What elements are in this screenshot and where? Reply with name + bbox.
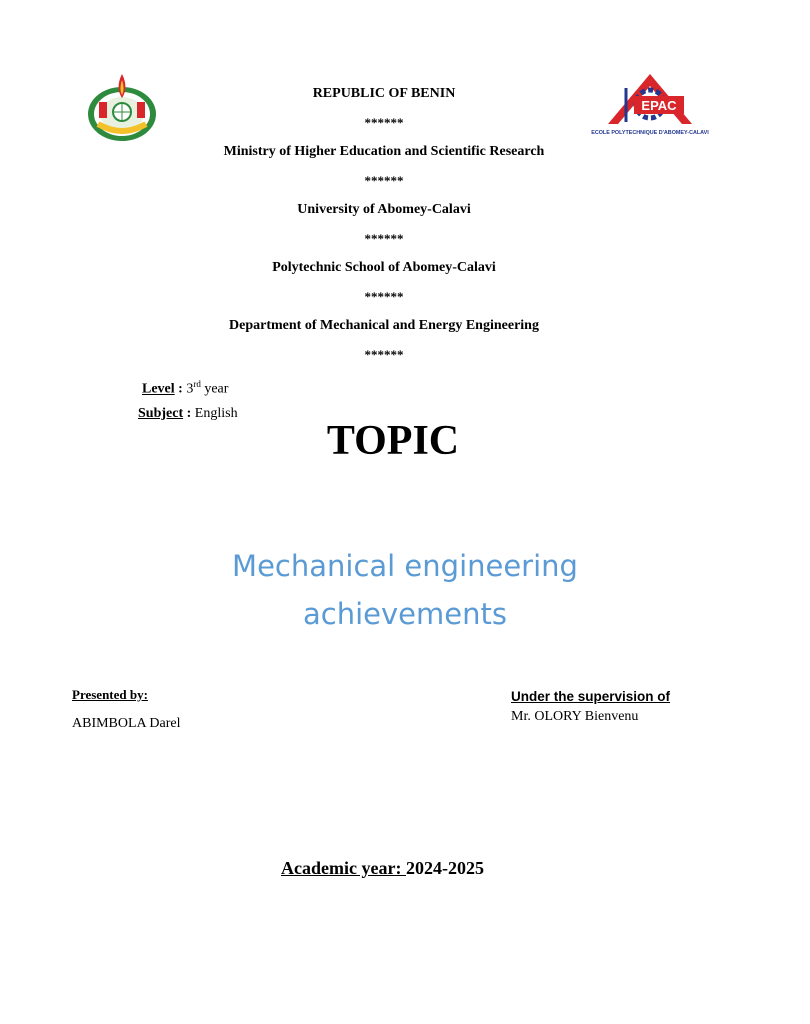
academic-year-value: 2024-2025	[405, 858, 484, 878]
topic-title-line1: Mechanical engineering	[232, 549, 578, 583]
epac-caption: ECOLE POLYTECHNIQUE D'ABOMEY-CALAVI	[591, 130, 709, 136]
header-ministry: Ministry of Higher Education and Scientific Research	[223, 144, 545, 159]
presented-by-label	[72, 687, 148, 703]
level-label: Level	[142, 381, 175, 397]
level-suffix: rd	[193, 379, 201, 389]
academic-year	[281, 858, 484, 878]
level-number: 3	[186, 381, 194, 397]
supervisor-name: Mr. OLORY Bienvenu	[511, 709, 639, 724]
presented-by-text: Presented by:	[72, 687, 148, 702]
header-separator: ******	[364, 173, 404, 188]
topic-heading: TOPIC	[326, 418, 460, 464]
subject-line: Subject : English	[138, 406, 238, 421]
presenter-name: ABIMBOLA Darel	[72, 716, 181, 731]
header-separator: ******	[364, 115, 404, 130]
epac-brand: EPAC	[641, 98, 677, 113]
university-logo	[84, 72, 160, 144]
topic-title-line2: achievements	[303, 597, 507, 631]
header-university: University of Abomey-Calavi	[297, 202, 471, 217]
supervision-label	[511, 689, 670, 705]
header-republic: REPUBLIC OF BENIN	[312, 86, 456, 101]
header-polytechnic: Polytechnic School of Abomey-Calavi	[272, 260, 496, 275]
header-separator: ******	[364, 231, 404, 246]
header-separator: ******	[364, 347, 404, 362]
level-rest: year	[204, 381, 229, 397]
supervision-text: Under the supervision of	[511, 689, 671, 704]
header-separator: ******	[364, 289, 404, 304]
subject-value: English	[194, 406, 238, 421]
academic-year-label: Academic year:	[281, 858, 406, 878]
university-logo-icon	[84, 72, 160, 144]
header-department: Department of Mechanical and Energy Engineering	[229, 318, 539, 333]
level-line: Level : 3rd year	[142, 379, 229, 397]
subject-label: Subject	[138, 406, 184, 421]
